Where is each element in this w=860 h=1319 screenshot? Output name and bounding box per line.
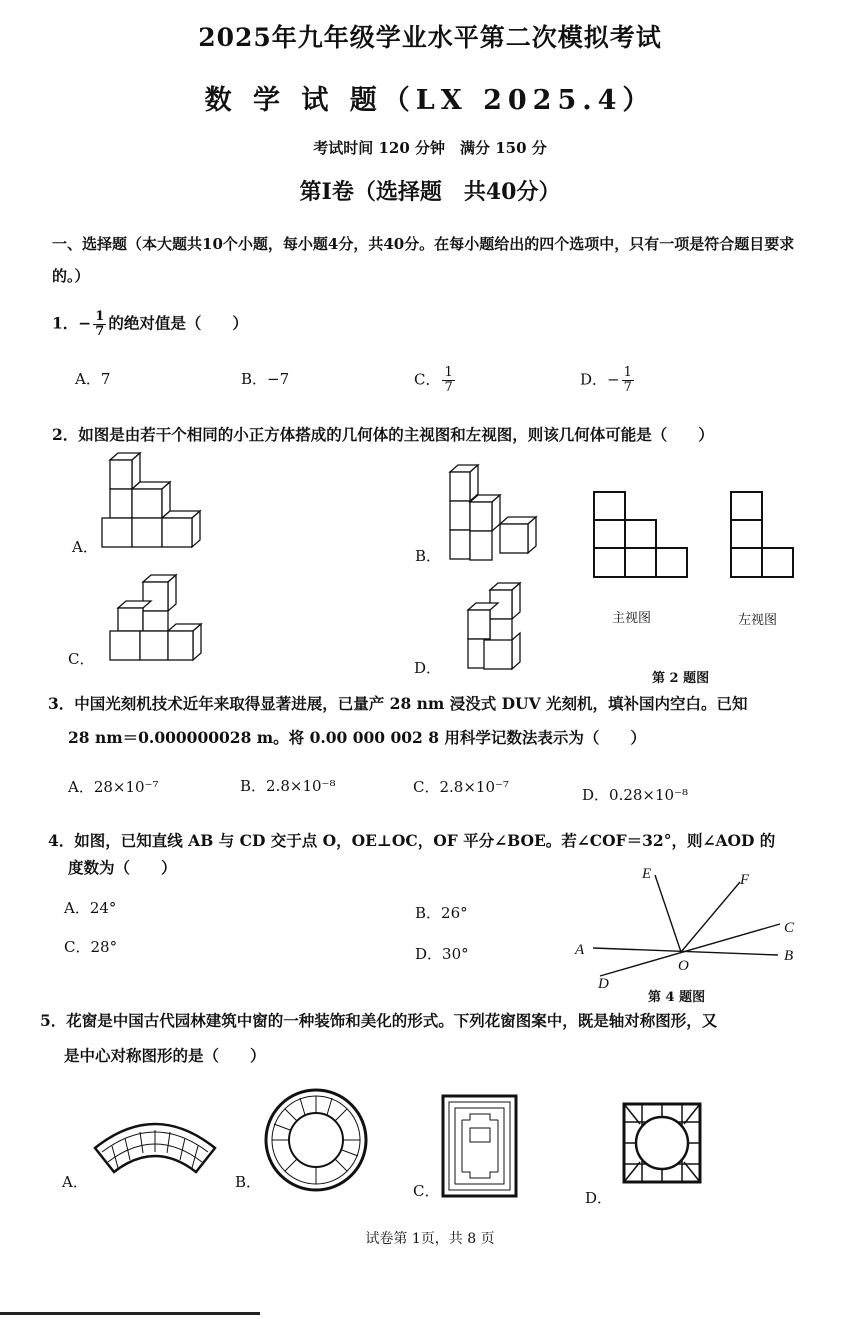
question-1 (52, 310, 248, 339)
question-4-angle-figure (560, 860, 820, 990)
fraction-denominator: 7 (444, 380, 453, 395)
cube-figure-b (450, 465, 536, 560)
cube-figure-a (102, 453, 200, 547)
fraction-denominator: 7 (623, 380, 632, 395)
point-a-label: A (575, 942, 585, 958)
window-pattern-d (624, 1104, 700, 1182)
section-heading: 一、选择题（本大题共10个小题，每小题4分，共40分。在每小题给出的四个选项中，只有一项是符合题目要求的。） (52, 235, 795, 285)
question-1-minus: − (78, 313, 92, 333)
question-2-figures (0, 440, 860, 690)
point-c-label: C (784, 920, 795, 936)
question-5-label-c: C． (413, 1182, 440, 1200)
question-4-line-1: 4．如图，已知直线 AB 与 CD 交于点 O，OE⊥OC，OF 平分∠BOE。若∠COF＝32°，则∠AOD 的 (48, 831, 776, 850)
window-pattern-c (443, 1096, 516, 1196)
ray-of (681, 882, 740, 952)
fraction-numerator: 1 (95, 309, 105, 324)
main-view-grid (594, 492, 687, 577)
cube-figure-d (468, 583, 520, 669)
fraction-numerator: 1 (444, 365, 453, 380)
window-pattern-b (266, 1090, 366, 1190)
question-3-line-1: 3．中国光刻机技术近年来取得显著进展，已量产 28 nm 浸没式 DUV 光刻机，填补国内空白。已知 (48, 694, 748, 713)
question-2-label-b: B． (415, 547, 442, 565)
question-5-window-patterns (0, 1080, 860, 1210)
question-2: 2．如图是由若干个相同的小正方体搭成的几何体的主视图和左视图，则该几何体可能是（ ） (52, 425, 714, 444)
question-5-line-1: 5．花窗是中国古代园林建筑中窗的一种装饰和美化的形式。下列花窗图案中，既是轴对称图形，又 (40, 1011, 718, 1030)
bottom-rule (0, 1312, 260, 1315)
question-1-number: 1． (52, 313, 79, 333)
cube-figure-c (110, 575, 201, 660)
line-cd (600, 924, 780, 976)
point-e-label: E (642, 866, 652, 882)
point-b-label: B (784, 948, 794, 964)
point-d-label: D (598, 976, 609, 990)
fraction-denominator: 7 (95, 324, 105, 339)
main-view-label: 主视图 (612, 611, 652, 626)
question-4-option-d: D．30° (415, 945, 469, 963)
question-1-option-d (580, 366, 636, 395)
ray-oe (655, 875, 681, 952)
question-3-option-a: A．28×10⁻⁷ (68, 778, 159, 796)
question-4-caption: 第 4 题图 (648, 990, 706, 1005)
question-3-option-d: D．0.28×10⁻⁸ (582, 786, 689, 804)
question-2-label-a: A． (72, 538, 98, 556)
question-3-option-b: B．2.8×10⁻⁸ (240, 777, 336, 795)
question-3-option-c: C．2.8×10⁻⁷ (413, 778, 509, 796)
question-1-option-a: A．7 (75, 370, 111, 388)
question-4-option-c: C．28° (64, 938, 118, 956)
question-2-label-d: D． (414, 659, 442, 677)
question-4-option-b: B．26° (415, 904, 468, 922)
question-1-fraction (93, 310, 106, 339)
left-view-label: 左视图 (738, 613, 778, 628)
question-5-label-d: D． (585, 1189, 613, 1207)
question-5-label-b: B． (235, 1173, 262, 1191)
window-pattern-a (95, 1124, 215, 1172)
question-4-option-a: A．24° (64, 899, 117, 917)
question-5-label-a: A． (62, 1173, 88, 1191)
exam-info: 考试时间 120 分钟 满分 150 分 (313, 139, 547, 157)
question-1-option-b: B．−7 (241, 370, 290, 388)
exam-subtitle: 数 学 试 题（LX 2025.4） (204, 85, 656, 116)
page-footer: 试卷第 1页，共 8 页 (365, 1231, 495, 1247)
fraction-numerator: 1 (623, 365, 632, 380)
option-c-fraction (442, 366, 454, 395)
point-o-label: O (678, 958, 689, 974)
question-3-line-2: 28 nm＝0.000000028 m。将 0.00 000 002 8 用科学记数法表示为（ ） (68, 728, 646, 747)
question-2-label-c: C． (68, 650, 95, 668)
question-2-caption: 第 2 题图 (652, 671, 710, 686)
option-d-fraction (622, 366, 634, 395)
question-5-line-2: 是中心对称图形的是（ ） (64, 1046, 266, 1065)
exam-title: 2025年九年级学业水平第二次模拟考试 (198, 23, 662, 52)
question-4-line-2: 度数为（ ） (68, 858, 177, 877)
part-title: 第Ⅰ卷（选择题 共40分） (299, 179, 561, 205)
point-f-label: F (740, 872, 750, 888)
option-label: C． (414, 370, 441, 389)
option-label: D．− (580, 370, 620, 389)
question-1-text: 的绝对值是（ ） (108, 313, 248, 333)
question-1-option-c (414, 366, 457, 395)
left-view-grid (731, 492, 793, 577)
